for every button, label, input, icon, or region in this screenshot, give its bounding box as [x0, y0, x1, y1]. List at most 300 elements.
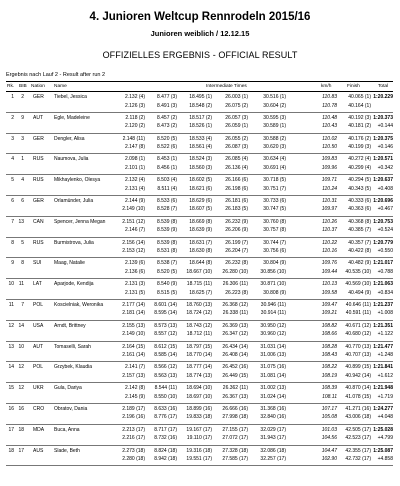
time-d: 26.198 (6)	[225, 185, 248, 192]
time-a: 2.156 (14)	[122, 239, 145, 246]
nation-cell: CAN	[33, 218, 44, 225]
time-tot: +0.467	[377, 206, 393, 213]
time-c: 18.899 (16)	[186, 405, 212, 412]
athlete-name: Arndt, Brittney	[54, 322, 86, 329]
time-kmh: 107.17	[321, 405, 337, 412]
time-fin: 40.646 (11)	[345, 301, 371, 308]
nation-cell: CRO	[33, 405, 45, 412]
rank-cell: 6	[11, 197, 14, 204]
time-fin: 40.680 (12)	[345, 331, 371, 338]
time-d: 27.072 (17)	[222, 435, 248, 442]
time-d: 26.232 (8)	[225, 260, 248, 267]
time-d: 26.367 (13)	[222, 393, 248, 400]
time-fin: 40.482 (9)	[348, 260, 371, 267]
time-a: 2.273 (18)	[122, 447, 145, 454]
time-d: 26.280 (10)	[222, 268, 248, 275]
rank-cell: 5	[11, 177, 14, 184]
time-e: 30.604 (2)	[263, 102, 286, 109]
time-kmh: 109.21	[321, 310, 337, 317]
time-kmh: 109.97	[321, 206, 337, 213]
time-tot: +1.719	[377, 393, 393, 400]
time-e: 32.840 (16)	[260, 414, 286, 421]
athlete-name: Mikhaylenko, Olesya	[54, 177, 101, 184]
time-a: 2.148 (11)	[122, 135, 145, 142]
time-a: 2.161 (14)	[122, 352, 145, 359]
time-d: 26.223 (8)	[225, 289, 248, 296]
time-fin: 40.494 (9)	[348, 289, 371, 296]
time-kmh: 109.76	[321, 260, 337, 267]
time-kmh: 110.02	[322, 135, 337, 142]
bib-cell: 8	[21, 260, 24, 267]
time-d: 26.369 (13)	[222, 322, 248, 329]
time-d: 27.155 (17)	[222, 426, 248, 433]
time-d: 26.434 (14)	[222, 343, 248, 350]
rank-cell: 2	[11, 114, 14, 121]
time-d: 26.199 (7)	[225, 239, 248, 246]
rank-cell: 13	[8, 343, 14, 350]
time-d: 26.408 (14)	[222, 352, 248, 359]
time-e: 30.747 (5)	[263, 206, 286, 213]
time-kmh: 104.56	[321, 435, 337, 442]
bib-cell: 11	[18, 281, 24, 288]
time-b: 8.539 (9)	[156, 227, 177, 234]
time-tot: 1:20.637	[373, 177, 393, 184]
time-tot: 1:21.351	[373, 322, 393, 329]
nation-cell: UKR	[33, 385, 44, 392]
page-subtitle: Junioren weiblich / 12.12.15	[150, 29, 250, 38]
bib-cell: 7	[21, 301, 24, 308]
time-fin: 40.192 (3)	[348, 114, 371, 121]
time-tot: +0.524	[377, 227, 393, 234]
official-result-heading: OFFIZIELLES ERGEBNIS - OFFICIAL RESULT	[102, 50, 298, 60]
time-d: 26.166 (6)	[225, 177, 248, 184]
time-d: 26.206 (9)	[225, 227, 248, 234]
time-c: 18.770 (14)	[186, 352, 212, 359]
time-d: 26.055 (2)	[225, 135, 248, 142]
nation-cell: RUS	[33, 177, 44, 184]
time-d: 26.338 (11)	[222, 310, 248, 317]
time-fin: 40.422 (8)	[348, 248, 371, 255]
time-d: 26.059 (1)	[225, 123, 248, 130]
time-e: 30.760 (8)	[263, 218, 286, 225]
col-kmh: km/h	[321, 84, 332, 89]
time-tot: 1:20.779	[373, 239, 393, 246]
time-c: 18.625 (7)	[189, 289, 212, 296]
time-b: 8.531 (8)	[156, 248, 177, 255]
col-intermediate: Intermediate Times	[206, 84, 247, 89]
bib-cell: 14	[18, 322, 24, 329]
time-tot: +0.788	[377, 268, 393, 275]
time-kmh: 110.48	[322, 114, 337, 121]
athlete-name: Tomaselli, Sarah	[54, 343, 91, 350]
time-a: 2.147 (8)	[124, 144, 145, 151]
time-kmh: 108.43	[321, 352, 337, 359]
time-e: 31.006 (13)	[260, 352, 286, 359]
time-b: 8.595 (14)	[154, 310, 177, 317]
time-e: 30.718 (5)	[263, 177, 286, 184]
time-tot: 1:21.063	[373, 281, 393, 288]
time-a: 2.196 (16)	[122, 414, 145, 421]
nation-cell: GER	[33, 135, 44, 142]
time-kmh: 108.39	[321, 385, 337, 392]
time-kmh: 110.37	[322, 227, 337, 234]
time-fin: 42.505 (17)	[345, 426, 371, 433]
athlete-name: Koscielniak, Weronika	[54, 301, 104, 308]
col-rank: Rk.	[7, 84, 15, 89]
time-tot: 1:20.375	[373, 135, 393, 142]
time-fin: 42.355 (17)	[345, 447, 371, 454]
time-tot: +0.408	[377, 185, 393, 192]
time-c: 18.774 (13)	[186, 372, 212, 379]
table-row	[6, 92, 393, 113]
time-kmh: 109.83	[321, 156, 337, 163]
time-b: 8.491 (3)	[156, 102, 177, 109]
time-b: 8.732 (16)	[154, 435, 177, 442]
time-b: 8.515 (5)	[156, 289, 177, 296]
time-fin: 40.942 (14)	[345, 372, 371, 379]
time-e: 32.086 (18)	[260, 447, 286, 454]
table-row	[6, 154, 393, 175]
time-tot: 1:21.841	[373, 364, 393, 371]
time-b: 8.563 (13)	[154, 372, 177, 379]
time-a: 2.118 (2)	[125, 114, 145, 121]
time-tot: 1:21.237	[373, 301, 393, 308]
time-d: 26.449 (15)	[222, 372, 248, 379]
time-b: 8.503 (4)	[156, 177, 177, 184]
time-kmh: 110.31	[322, 197, 337, 204]
time-b: 8.942 (18)	[154, 456, 177, 463]
time-e: 30.960 (12)	[260, 331, 286, 338]
time-b: 8.566 (12)	[154, 364, 177, 371]
time-a: 2.098 (1)	[124, 156, 145, 163]
time-b: 8.533 (6)	[156, 197, 177, 204]
time-d: 26.075 (2)	[225, 102, 248, 109]
nation-cell: LAT	[33, 281, 42, 288]
time-fin: 42.732 (17)	[345, 456, 371, 463]
rank-cell: 1	[11, 94, 14, 100]
time-b: 8.456 (1)	[156, 164, 177, 171]
time-b: 8.477 (3)	[156, 94, 177, 100]
time-d: 26.003 (1)	[225, 94, 248, 100]
time-d: 26.232 (9)	[225, 218, 248, 225]
athlete-name: Burmistrova, Julia	[54, 239, 94, 246]
time-e: 30.588 (2)	[263, 135, 286, 142]
page-title: 4. Junioren Weltcup Rennrodeln 2015/16	[89, 11, 311, 23]
time-c: 18.697 (10)	[186, 393, 212, 400]
time-tot: +1.612	[377, 372, 393, 379]
time-e: 30.914 (11)	[260, 310, 286, 317]
time-kmh: 105.08	[321, 414, 337, 421]
time-e: 30.634 (4)	[263, 156, 286, 163]
time-fin: 40.164 (1)	[348, 102, 371, 109]
nation-cell: GER	[33, 94, 44, 100]
time-d: 26.666 (16)	[222, 405, 248, 412]
time-kmh: 108.82	[321, 322, 337, 329]
time-e: 30.808 (9)	[263, 289, 286, 296]
time-fin: 40.899 (15)	[345, 364, 371, 371]
time-b: 8.633 (16)	[154, 405, 177, 412]
time-a: 2.132 (4)	[124, 94, 145, 100]
athlete-name: Orlamünder, Julia	[54, 197, 94, 204]
time-kmh: 108.22	[321, 364, 337, 371]
rank-cell: 18	[8, 447, 14, 454]
bib-cell: 12	[18, 364, 24, 371]
bib-cell: 13	[18, 218, 24, 225]
time-e: 32.257 (17)	[260, 456, 286, 463]
time-tot: 1:20.373	[373, 114, 393, 121]
table-row	[6, 175, 393, 196]
athlete-name: Aparjode, Kendija	[54, 281, 94, 288]
time-c: 18.760 (13)	[186, 301, 212, 308]
time-fin: 40.272 (4)	[348, 156, 371, 163]
col-finish: Finish	[347, 84, 360, 89]
table-row	[6, 425, 393, 446]
time-tot: 1:20.229	[373, 94, 393, 100]
time-kmh: 110.26	[322, 218, 337, 225]
bib-cell: 2	[21, 94, 24, 100]
col-bib: BIB	[19, 84, 27, 89]
time-c: 18.602 (5)	[189, 177, 212, 184]
results-table	[6, 81, 393, 466]
time-fin: 40.333 (6)	[348, 197, 371, 204]
time-a: 2.144 (9)	[124, 197, 145, 204]
time-a: 2.280 (18)	[122, 456, 145, 463]
time-c: 18.524 (3)	[189, 156, 212, 163]
time-e: 30.856 (10)	[260, 268, 286, 275]
rank-cell: 8	[11, 239, 14, 246]
time-b: 8.557 (12)	[154, 331, 177, 338]
time-a: 2.155 (13)	[122, 322, 145, 329]
nation-cell: RUS	[33, 156, 44, 163]
table-row	[6, 404, 393, 425]
time-kmh: 108.11	[322, 393, 337, 400]
time-e: 31.368 (16)	[260, 405, 286, 412]
time-kmh: 104.47	[321, 447, 337, 454]
bib-cell: 3	[21, 135, 24, 142]
rank-cell: 14	[8, 364, 14, 371]
table-row	[6, 342, 393, 363]
time-a: 2.136 (6)	[124, 268, 145, 275]
time-e: 31.081 (14)	[260, 372, 286, 379]
time-a: 2.131 (4)	[124, 185, 145, 192]
time-a: 2.153 (12)	[122, 248, 145, 255]
time-c: 18.724 (12)	[186, 310, 212, 317]
time-b: 8.528 (7)	[156, 206, 177, 213]
table-row	[6, 383, 393, 404]
time-fin: 40.870 (14)	[345, 385, 371, 392]
time-kmh: 102.90	[321, 456, 337, 463]
nation-cell: GER	[33, 197, 44, 204]
time-a: 2.139 (6)	[124, 260, 145, 267]
time-c: 18.630 (8)	[189, 248, 212, 255]
time-e: 30.691 (4)	[263, 164, 286, 171]
rank-cell: 4	[11, 156, 14, 163]
athlete-name: Slade, Beth	[54, 447, 80, 454]
bib-cell: 1	[21, 156, 24, 163]
time-e: 31.031 (14)	[260, 343, 286, 350]
time-e: 30.950 (12)	[260, 322, 286, 329]
bib-cell: 4	[21, 177, 24, 184]
time-d: 27.328 (18)	[222, 447, 248, 454]
nation-cell: RUS	[33, 239, 44, 246]
time-d: 26.347 (12)	[222, 331, 248, 338]
time-b: 8.585 (14)	[154, 352, 177, 359]
time-tot: 1:20.571	[373, 156, 393, 163]
time-e: 30.751 (7)	[263, 185, 286, 192]
time-fin: 41.078 (15)	[345, 393, 371, 400]
table-row	[6, 113, 393, 134]
table-row	[6, 258, 393, 279]
time-c: 18.743 (12)	[186, 322, 212, 329]
rank-cell: 15	[8, 385, 14, 392]
table-body	[6, 92, 393, 466]
time-fin: 41.271 (16)	[345, 405, 371, 412]
time-fin: 40.363 (6)	[348, 206, 371, 213]
time-e: 31.943 (17)	[260, 435, 286, 442]
time-a: 2.149 (10)	[122, 331, 145, 338]
athlete-name: Spencer, Jenna Megan	[54, 218, 106, 225]
rank-cell: 3	[11, 135, 14, 142]
time-d: 27.998 (18)	[222, 414, 248, 421]
time-c: 18.548 (2)	[189, 102, 212, 109]
time-kmh: 109.47	[321, 301, 337, 308]
table-row	[6, 238, 393, 259]
time-kmh: 110.13	[322, 281, 337, 288]
time-d: 26.452 (16)	[222, 364, 248, 371]
time-tot: +4.858	[377, 456, 393, 463]
time-d: 26.368 (12)	[222, 301, 248, 308]
time-b: 8.522 (6)	[156, 144, 177, 151]
bib-cell: 12	[18, 385, 24, 392]
time-tot: 1:21.948	[373, 385, 393, 392]
time-c: 18.669 (8)	[189, 218, 212, 225]
bib-cell: 5	[21, 239, 24, 246]
result-subheading: Ergebnis nach Lauf 2 - Result after run 2	[6, 72, 106, 78]
time-c: 19.167 (17)	[186, 426, 212, 433]
time-fin: 40.770 (13)	[345, 343, 371, 350]
time-e: 30.744 (7)	[263, 239, 286, 246]
nation-cell: SUI	[33, 260, 42, 267]
time-a: 2.146 (7)	[124, 227, 145, 234]
time-b: 8.539 (8)	[156, 239, 177, 246]
time-c: 18.715 (11)	[186, 281, 212, 288]
time-b: 8.612 (15)	[154, 343, 177, 350]
time-c: 19.110 (17)	[186, 435, 212, 442]
time-e: 30.595 (3)	[263, 114, 286, 121]
time-kmh: 110.22	[322, 239, 337, 246]
athlete-name: Naumova, Julia	[54, 156, 89, 163]
time-e: 30.733 (6)	[263, 197, 286, 204]
time-tot: +0.146	[377, 144, 393, 151]
time-tot: +0.550	[377, 248, 393, 255]
rank-cell: 16	[8, 405, 14, 412]
col-nation: Nation	[31, 84, 45, 89]
time-fin: 40.591 (11)	[345, 310, 371, 317]
rank-cell: 11	[8, 301, 14, 308]
time-fin: 40.385 (7)	[348, 227, 371, 234]
nation-cell: AUT	[33, 114, 43, 121]
time-e: 30.804 (9)	[263, 260, 286, 267]
time-fin: 42.523 (17)	[345, 435, 371, 442]
time-a: 2.189 (17)	[122, 405, 145, 412]
time-a: 2.131 (5)	[124, 289, 145, 296]
time-b: 8.520 (5)	[156, 135, 177, 142]
time-c: 19.833 (18)	[186, 414, 212, 421]
time-c: 18.631 (7)	[189, 239, 212, 246]
time-c: 18.533 (4)	[189, 135, 212, 142]
time-e: 32.029 (17)	[260, 426, 286, 433]
time-b: 8.824 (18)	[154, 447, 177, 454]
time-b: 8.544 (11)	[154, 385, 177, 392]
time-e: 31.002 (13)	[260, 385, 286, 392]
bib-cell: 10	[18, 343, 24, 350]
table-row	[6, 300, 393, 321]
bib-cell: 16	[18, 405, 24, 412]
nation-cell: POL	[33, 301, 44, 308]
time-fin: 40.343 (5)	[348, 185, 371, 192]
athlete-name: Gula, Dariya	[54, 385, 82, 392]
time-b: 8.539 (8)	[156, 218, 177, 225]
time-tot: 1:25.028	[373, 426, 393, 433]
time-c: 18.495 (1)	[189, 94, 212, 100]
table-row	[6, 446, 393, 467]
time-d: 26.183 (5)	[225, 206, 248, 213]
table-row	[6, 217, 393, 238]
time-e: 30.756 (6)	[263, 248, 286, 255]
time-tot: 1:20.753	[373, 218, 393, 225]
time-a: 2.132 (4)	[124, 177, 145, 184]
time-d: 26.057 (3)	[225, 114, 248, 121]
time-fin: 40.065 (1)	[348, 94, 371, 100]
time-kmh: 110.83	[322, 94, 337, 100]
athlete-name: Grzybek, Klaudia	[54, 364, 93, 371]
time-c: 18.639 (9)	[189, 227, 212, 234]
time-a: 2.213 (17)	[122, 426, 145, 433]
time-b: 8.511 (4)	[157, 185, 177, 192]
table-row	[6, 362, 393, 383]
nation-cell: AUS	[33, 447, 44, 454]
time-c: 18.561 (4)	[189, 144, 212, 151]
col-name: Name	[54, 84, 67, 89]
time-kmh: 109.58	[321, 289, 337, 296]
time-e: 30.589 (1)	[263, 123, 286, 130]
time-fin: 40.368 (8)	[348, 218, 371, 225]
rank-cell: 10	[8, 281, 14, 288]
time-a: 2.157 (13)	[122, 372, 145, 379]
time-d: 26.136 (4)	[225, 164, 248, 171]
rank-cell: 9	[11, 260, 14, 267]
time-tot: +1.248	[377, 352, 393, 359]
time-c: 18.694 (10)	[186, 385, 212, 392]
time-tot: +1.122	[377, 331, 393, 338]
time-c: 18.526 (1)	[189, 123, 212, 130]
time-fin: 40.671 (12)	[345, 322, 371, 329]
time-fin: 40.199 (3)	[348, 144, 371, 151]
nation-cell: MDA	[33, 426, 45, 433]
bib-cell: 6	[21, 197, 24, 204]
time-tot: +1.008	[377, 310, 393, 317]
time-tot: +0.144	[377, 123, 393, 130]
time-c: 18.667 (10)	[186, 268, 212, 275]
time-e: 30.620 (3)	[263, 144, 286, 151]
col-total: Total	[378, 84, 389, 89]
time-a: 2.142 (8)	[124, 385, 145, 392]
time-e: 30.516 (1)	[263, 94, 286, 100]
time-kmh: 108.28	[321, 343, 337, 350]
athlete-name: Dengler, Alisa	[54, 135, 85, 142]
time-a: 2.177 (14)	[122, 301, 145, 308]
time-tot: 1:21.477	[373, 343, 393, 350]
